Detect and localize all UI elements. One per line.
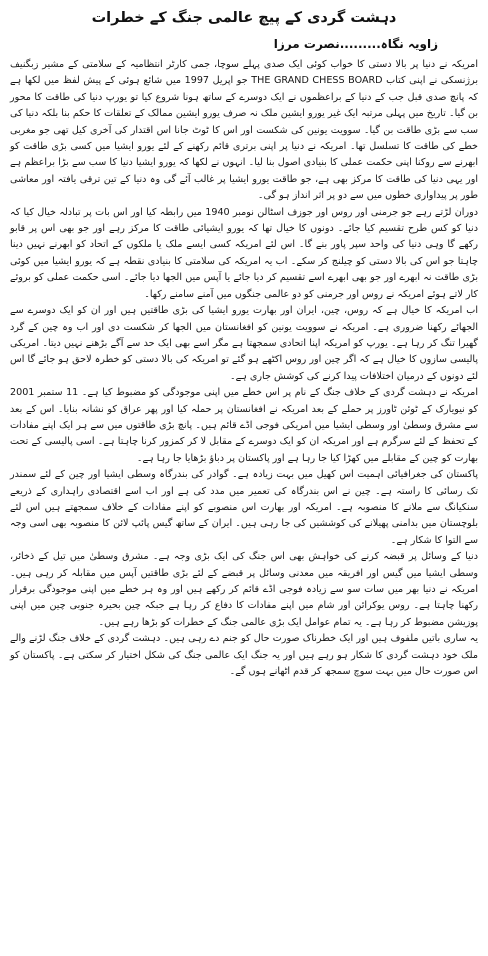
article-paragraph: امریکہ نے دنیا پر بالا دستی کا خواب کوئی ایک صدی پہلے سوچا، جمی کارٹر انتظامیہ کے سلامتی کے مشیر زبگنیف برژنسکی نے اپنی کتاب THE GRAND CHESS BOARD جو اپریل 1997 میں شائع ہوئی کے پیش لفظ میں لکھا ہے کہ پانچ صدی قبل جب کے دنیا کے براعظموں نے ایک دوسرے کے ساتھ ہونا شروع کیا تو یورپ دنیا کی طاقت کا محور بن گیا۔ تاریخ میں پہلی مرتبہ ایک غیر یورو ایشین ملک نہ صرف یورو ایشین ممالک کے تعلقات کا حکم بنا بلکہ دنیا کی سب سے بڑی طاقت بن گیا۔ سوویت یونین کی شکست اور اس کا ٹوٹ جانا اس اقتدار کی آخری کیل تھی جو مغربی خطے کی طاقت کا تسلسل تھا۔ امریکہ نے دنیا پر اپنی برتری قائم رکھنے کے لئے یورو ایشیا میں کسی بڑی طاقت کو ابھرنے سے روکنا اپنی حکمت عملی کا بنیادی اصول بنا لیا۔ انہوں نے لکھا کہ یورو ایشیا دنیا کا سب سے بڑا براعظم ہے اور یہی دنیا کی طاقت کا مرکز بھی ہے، جو طاقت یورو ایشیا پر غالب آئے گی وہ دنیا کے تین ترقی یافتہ اور معاشی طور پر پیداواری خطوں میں سے دو پر اثر انداز ہو گی۔ xyxy=(10,59,478,202)
article-paragraph: یہ ساری باتیں ملفوف ہیں اور ایک خطرناک صورت حال کو جنم دے رہی ہیں۔ دہشت گردی کے خلاف جنگ لڑنے والے ملک خود دہشت گردی کا شکار ہو رہے ہیں اور یہ جنگ ایک عالمی جنگ کی شکل اختیار کر سکتی ہے۔ پاکستان کو اس صورت حال میں بہت سوچ سمجھ کر قدم اٹھانے ہوں گے۔ xyxy=(10,633,478,678)
article-paragraph: دنیا کے وسائل پر قبضہ کرنے کی خواہش بھی اس جنگ کی ایک بڑی وجہ ہے۔ مشرق وسطیٰ میں تیل کے ذخائر، وسطی ایشیا میں گیس اور افریقہ میں معدنی وسائل پر قبضے کے لئے بڑی طاقتیں آپس میں مقابلہ کر رہی ہیں۔ امریکہ نے دنیا بھر میں سات سو سے زیادہ فوجی اڈے قائم کر رکھے ہیں اور وہ ہر خطے میں اپنی موجودگی برقرار رکھنا چاہتا ہے۔ روس یوکرائن اور شام میں اپنے مفادات کا دفاع کر رہا ہے جبکہ چین بحیرہ جنوبی چین میں اپنی پوزیشن مضبوط کر رہا ہے۔ یہ تمام عوامل ایک بڑی عالمی جنگ کے خطرات کو بڑھا رہے ہیں۔ xyxy=(10,551,478,628)
article-body xyxy=(10,57,478,680)
article-paragraph: دوران لڑتے رہے جو جرمنی اور روس اور جوزف اسٹالن نومبر 1940 میں رابطہ کیا اور اس بات پر تبادلہ خیال کیا کہ دنیا کو کس طرح تقسیم کیا جائے۔ دونوں کا خیال تھا کہ یورو ایشیائی طاقت کا مرکز رہے اور جو بھی اس پر قابو رکھے گا وہی دنیا کی واحد سپر پاور بنے گا۔ اس لئے امریکہ کسی ایسے ملک یا ملکوں کے اتحاد کو ابھرنے نہیں دینا چاہتا جو اس کی بالا دستی کو چیلنج کر سکے۔ اب یہ امریکہ کی سلامتی کا بنیادی نقطہ ہے کہ یورو ایشیا میں کوئی بڑی طاقت نہ ابھرے اور جو بھی ابھرے اسے تقسیم کر دیا جائے یا آپس میں الجھا دیا جائے۔ اسی حکمت عملی کو بروئے کار لاتے ہوئے امریکہ نے روس اور جرمنی کو دو عالمی جنگوں میں آمنے سامنے رکھا۔ xyxy=(10,206,478,300)
article-paragraph: پاکستان کی جغرافیائی اہمیت اس کھیل میں بہت زیادہ ہے۔ گوادر کی بندرگاہ وسطی ایشیا اور چین کے لئے سمندر تک رسائی کا راستہ ہے۔ چین نے اس بندرگاہ کی تعمیر میں مدد کی ہے اور اب اسے اقتصادی راہداری کے ذریعے سنکیانگ سے ملانے کا منصوبہ ہے۔ امریکہ اور بھارت اس منصوبے کو اپنے مفادات کے خلاف سمجھتے ہیں اس لئے بلوچستان میں بدامنی پھیلانے کی کوششیں کی جا رہی ہیں۔ ایران کے ساتھ گیس پائپ لائن کا منصوبہ بھی اسی وجہ سے التوا کا شکار ہے۔ xyxy=(10,469,478,546)
article-paragraph: اب امریکہ کا خیال ہے کہ روس، چین، ایران اور بھارت یورو ایشیا کی بڑی طاقتیں ہیں اور ان کو ایک دوسرے سے الجھائے رکھنا ضروری ہے۔ امریکہ نے سوویت یونین کو افغانستان میں الجھا کر شکست دی اور اب وہ چین کے گرد گھیرا تنگ کر رہا ہے۔ یورپ کو امریکہ اپنا اتحادی سمجھتا ہے مگر اسے بھی ایک حد سے آگے بڑھنے نہیں دیتا۔ امریکی پالیسی سازوں کا خیال ہے کہ اگر چین اور روس اکٹھے ہو گئے تو امریکہ کی بالا دستی کو خطرہ لاحق ہو جائے گا اس لئے دونوں کے درمیان اختلافات پیدا کرنے کی کوشش جاری ہے۔ xyxy=(10,305,478,382)
article-paragraph: امریکہ نے دہشت گردی کے خلاف جنگ کے نام پر اس خطے میں اپنی موجودگی کو مضبوط کیا ہے۔ 11 ستمبر 2001 کو نیویارک کے ٹوئن ٹاورز پر حملے کے بعد امریکہ نے افغانستان پر حملہ کیا اور پھر عراق کو نشانہ بنایا۔ اس کے بعد سے مشرق وسطیٰ اور وسطی ایشیا میں امریکی فوجی اڈے قائم ہیں۔ پانچ بڑی طاقتوں میں سے ہر ایک اپنے مفادات کے تحفظ کے لئے سرگرم ہے اور امریکہ ان کو ایک دوسرے کے مقابل لا کر کمزور کرنا چاہتا ہے۔ اسی پالیسی کے تحت بھارت کو چین کے مقابلے میں کھڑا کیا جا رہا ہے اور پاکستان پر دباؤ بڑھایا جا رہا ہے۔ xyxy=(10,387,478,464)
article-byline: زاویہ نگاہ.........نصرت مرزا xyxy=(273,37,438,51)
article-headline: دہشت گردی کے پیچ عالمی جنگ کے خطرات xyxy=(91,10,397,26)
